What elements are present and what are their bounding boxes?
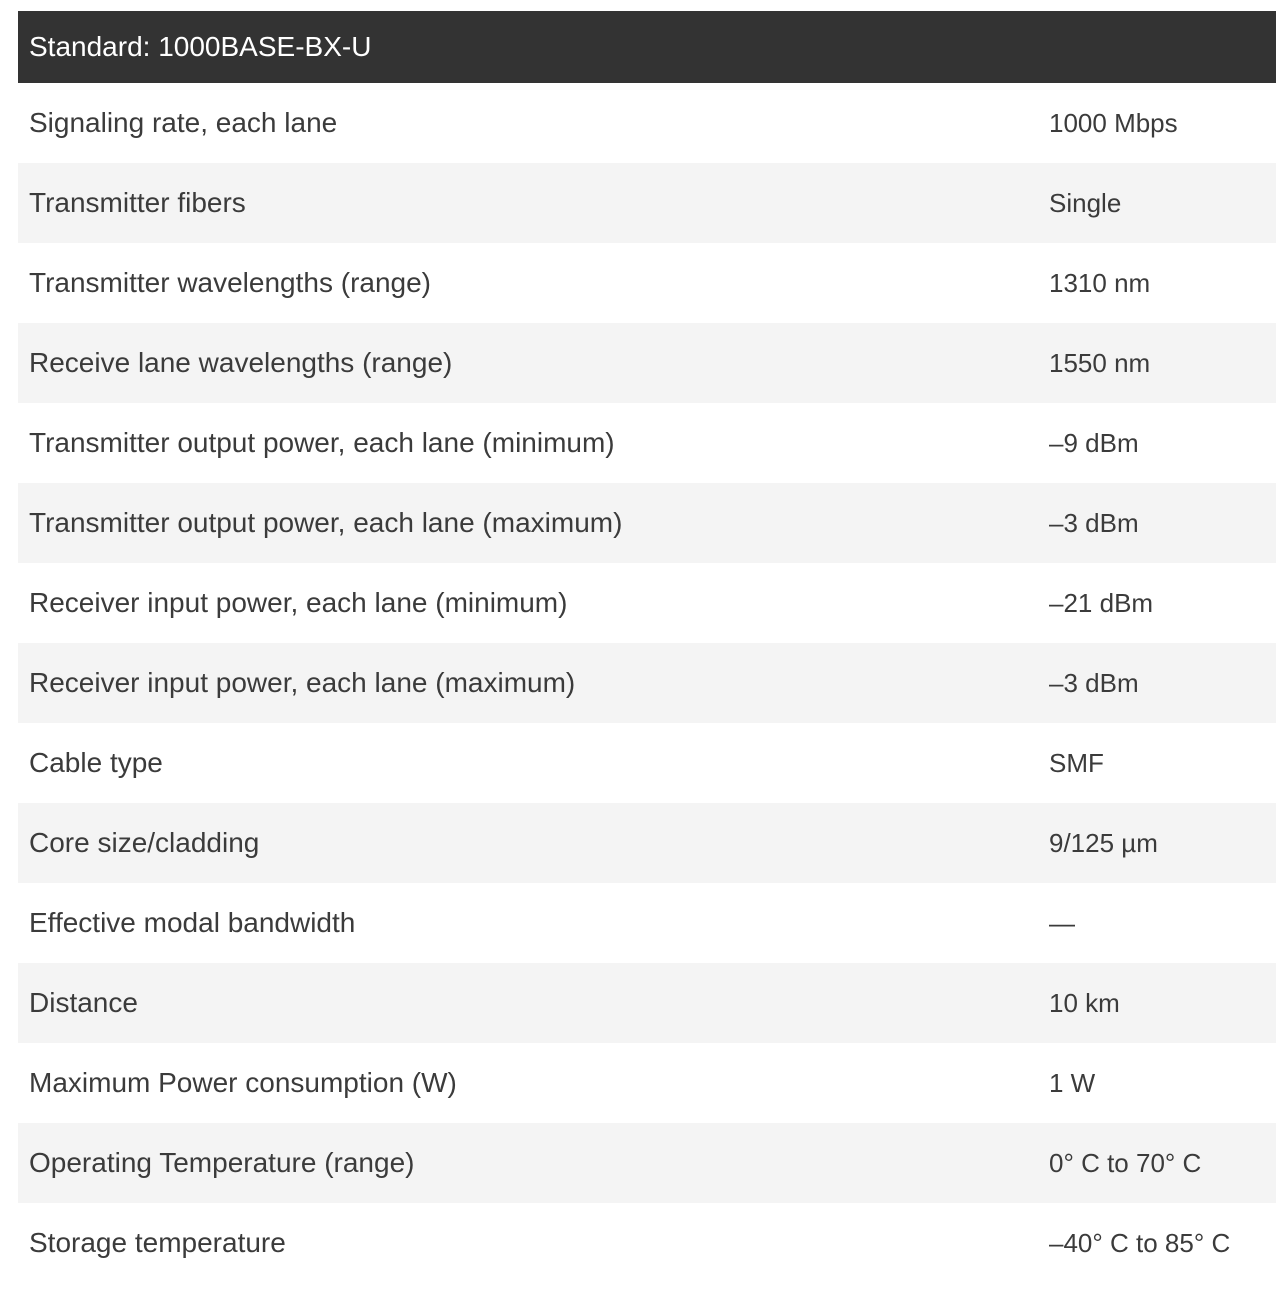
spec-row-signaling-rate xyxy=(18,83,1276,163)
spec-row-receive-wavelengths xyxy=(18,323,1276,403)
spec-row-tx-power-min xyxy=(18,403,1276,483)
spec-label: Core size/cladding xyxy=(29,827,260,858)
spec-label: Storage temperature xyxy=(29,1227,286,1258)
spec-value: –40° C to 85° C xyxy=(1049,1227,1231,1258)
spec-value: Single xyxy=(1049,187,1122,218)
spec-row-rx-power-min xyxy=(18,563,1276,643)
spec-row-transmitter-fibers xyxy=(18,163,1276,243)
spec-label: Transmitter output power, each lane (minimum) xyxy=(29,427,615,458)
spec-row-modal-bandwidth xyxy=(18,883,1276,963)
spec-row-distance xyxy=(18,963,1276,1043)
spec-label: Transmitter fibers xyxy=(29,187,246,218)
spec-row-power-consumption xyxy=(18,1043,1276,1123)
spec-value: –3 dBm xyxy=(1049,507,1139,538)
spec-value: –21 dBm xyxy=(1049,587,1154,618)
spec-label: Effective modal bandwidth xyxy=(29,907,356,938)
spec-label: Receiver input power, each lane (minimum) xyxy=(29,587,568,618)
spec-label: Transmitter output power, each lane (maximum) xyxy=(29,507,623,538)
spec-row-core-size xyxy=(18,803,1276,883)
spec-row-transmitter-wavelengths xyxy=(18,243,1276,323)
spec-label: Operating Temperature (range) xyxy=(29,1147,415,1178)
spec-value: 9/125 µm xyxy=(1049,827,1158,858)
spec-value: 10 km xyxy=(1049,987,1120,1018)
spec-label: Signaling rate, each lane xyxy=(29,107,338,138)
spec-label: Receiver input power, each lane (maximum) xyxy=(29,667,576,698)
spec-row-storage-temp xyxy=(18,1203,1276,1283)
spec-value: SMF xyxy=(1049,747,1104,778)
table-header xyxy=(18,11,1276,83)
spec-table xyxy=(18,11,1276,1283)
spec-row-operating-temp xyxy=(18,1123,1276,1203)
spec-label: Receive lane wavelengths (range) xyxy=(29,347,453,378)
spec-row-rx-power-max xyxy=(18,643,1276,723)
spec-row-tx-power-max xyxy=(18,483,1276,563)
spec-label: Transmitter wavelengths (range) xyxy=(29,267,432,298)
spec-rows xyxy=(18,83,1276,1283)
spec-value: 1310 nm xyxy=(1049,267,1151,298)
spec-value: 1 W xyxy=(1049,1067,1096,1098)
table-title: Standard: 1000BASE-BX-U xyxy=(29,31,372,62)
spec-row-cable-type xyxy=(18,723,1276,803)
spec-value: 0° C to 70° C xyxy=(1049,1147,1202,1178)
spec-label: Distance xyxy=(29,987,138,1018)
spec-label: Maximum Power consumption (W) xyxy=(29,1067,457,1098)
spec-value: –3 dBm xyxy=(1049,667,1139,698)
spec-value: — xyxy=(1049,907,1075,938)
spec-label: Cable type xyxy=(29,747,163,778)
spec-value: –9 dBm xyxy=(1049,427,1139,458)
spec-value: 1550 nm xyxy=(1049,347,1151,378)
spec-value: 1000 Mbps xyxy=(1049,107,1178,138)
